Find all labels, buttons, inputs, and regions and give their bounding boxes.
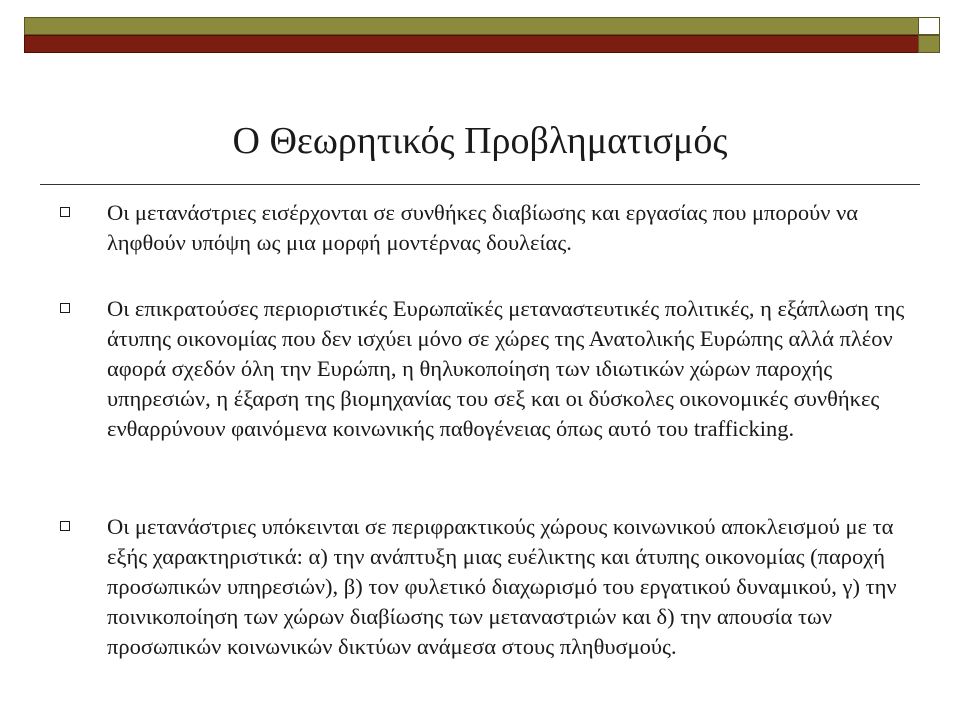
title-divider <box>40 184 920 185</box>
header-band-top <box>24 17 920 35</box>
hollow-square-bullet-icon <box>60 207 70 217</box>
header-band-bottom <box>24 35 920 53</box>
bullet-text: Οι μετανάστριες εισέρχονται σε συνθήκες διαβίωσης και εργασίας που μπορούν να ληφθούν υπόψη ως μια μορφή μοντέρνας δουλείας. <box>107 200 859 255</box>
bullet-text: Οι μετανάστριες υπόκεινται σε περιφρακτικούς χώρους κοινωνικού αποκλεισμού με τα εξής χαρακτηριστικά: α) την ανάπτυξη μιας ευέλικτης και άτυπης οικονομίας (παροχή προσωπικών υπηρεσιών), β) τον φυλετικό διαχωρισμό του εργατικού δυναμικού, γ) την ποινικοποίηση των χώρων διαβίωσης των μεταναστριών και δ) την απουσία των προσωπικών κοινωνικών δικτύων ανάμεσα στους πληθυσμούς. <box>107 514 897 659</box>
hollow-square-bullet-icon <box>60 521 70 531</box>
bullet-text: Οι επικρατούσες περιοριστικές Ευρωπαϊκές μεταναστευτικές πολιτικές, η εξάπλωση της άτυπης οικονομίας που δεν ισχύει μόνο σε χώρες της Ανατολικής Ευρώπης αλλά πλέον αφορά σχεδόν όλη την Ευρώπη, η θηλυκοποίηση των ιδιωτικών χώρων παροχής υπηρεσιών, η έξαρση της βιομηχανίας του σεξ και οι δύσκολες οικονομικές συνθήκες ενθαρρύνουν φαινόμενα κοινωνικής παθογένειας όπως αυτό του trafficking. <box>107 296 905 441</box>
header-square-white <box>918 17 940 35</box>
slide-title: Ο Θεωρητικός Προβληματισμός <box>232 120 728 162</box>
header-square-olive <box>918 35 940 53</box>
hollow-square-bullet-icon <box>60 303 70 313</box>
